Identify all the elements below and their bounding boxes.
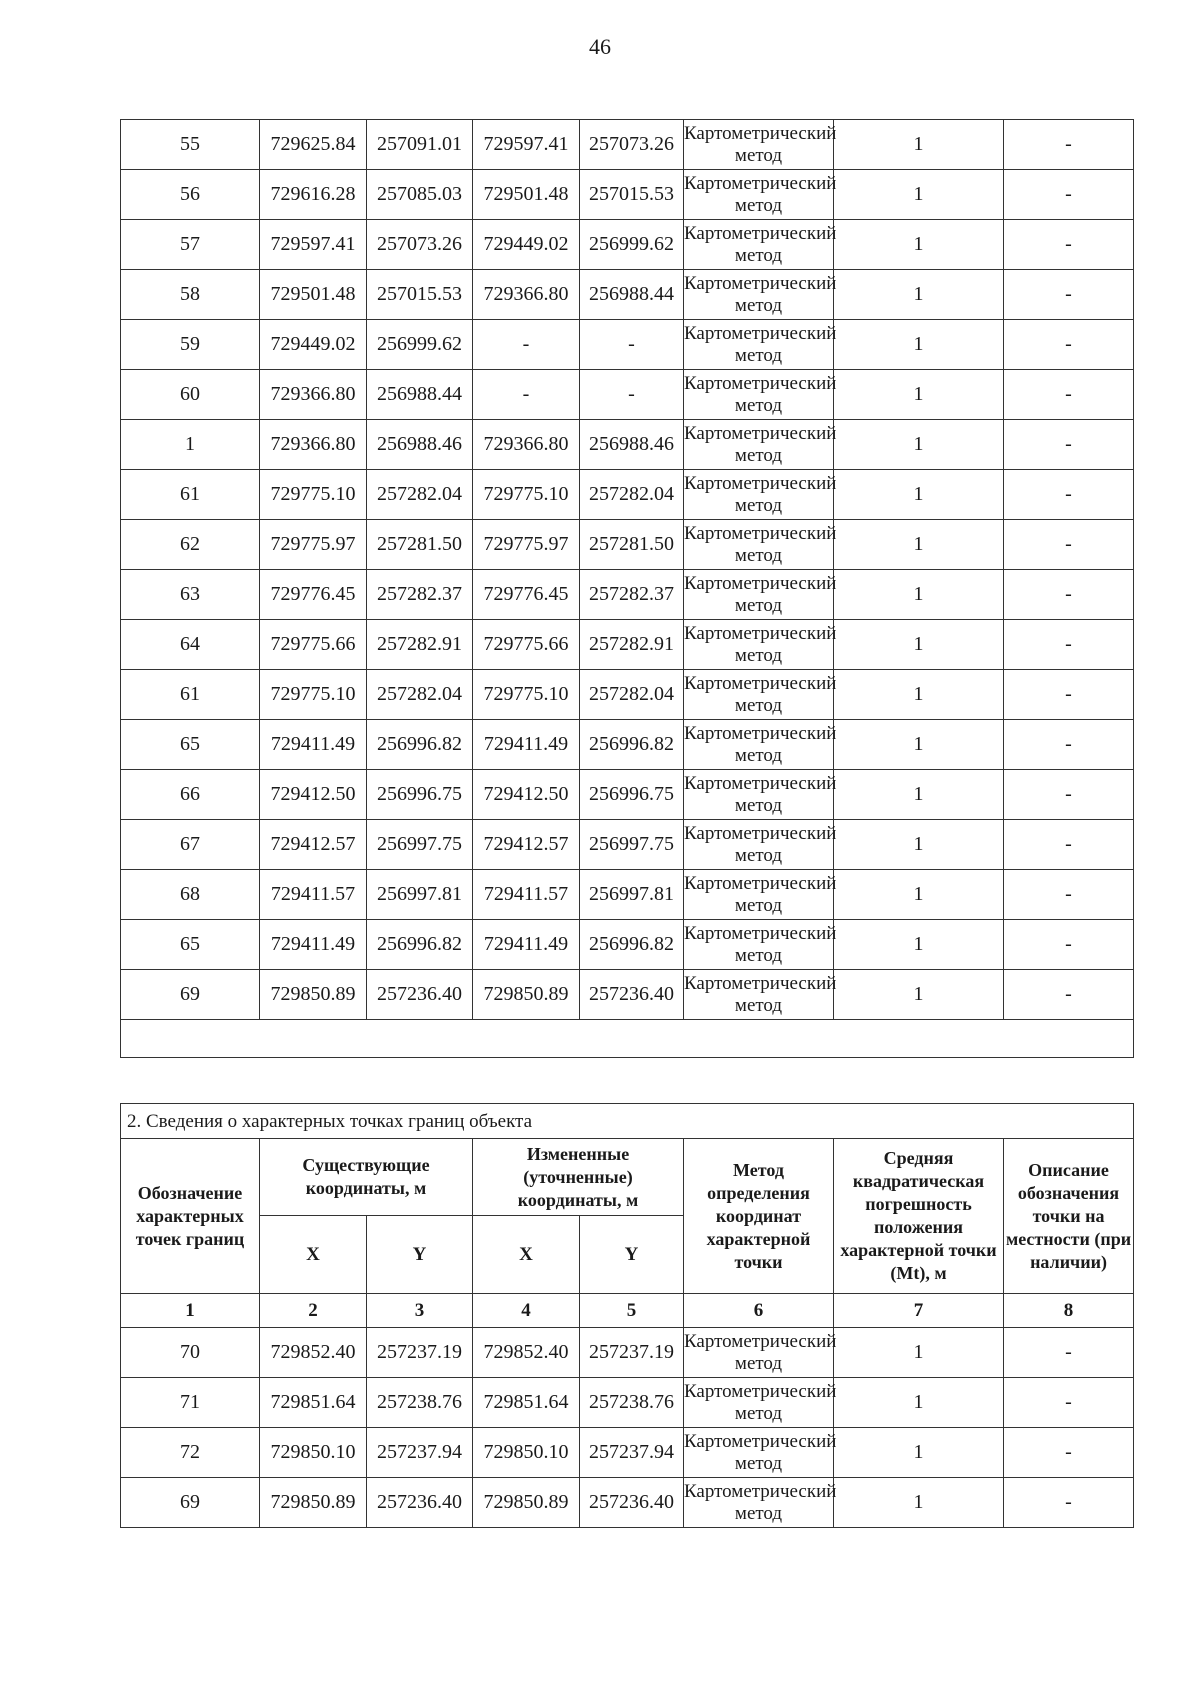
- cell-description: -: [1004, 370, 1134, 420]
- cell-description: -: [1004, 920, 1134, 970]
- cell-changed-y: 256997.81: [580, 870, 684, 920]
- cell-changed-x: 729850.10: [473, 1428, 580, 1478]
- cell-existing-x: 729597.41: [260, 220, 367, 270]
- cell-description: -: [1004, 770, 1134, 820]
- cell-description: -: [1004, 120, 1134, 170]
- cell-changed-y: 256999.62: [580, 220, 684, 270]
- cell-changed-x: 729597.41: [473, 120, 580, 170]
- cell-point-number: 56: [121, 170, 260, 220]
- table-row: [121, 570, 1134, 620]
- cell-description: -: [1004, 1478, 1134, 1528]
- cell-method: Картометрический метод: [684, 1378, 834, 1428]
- cell-existing-x: 729412.50: [260, 770, 367, 820]
- cell-method: Картометрический метод: [684, 470, 834, 520]
- cell-point-number: 65: [121, 720, 260, 770]
- cell-changed-y: 257015.53: [580, 170, 684, 220]
- cell-changed-x: 729449.02: [473, 220, 580, 270]
- cell-method: Картометрический метод: [684, 120, 834, 170]
- cell-description: -: [1004, 620, 1134, 670]
- cell-existing-x: 729851.64: [260, 1378, 367, 1428]
- cell-existing-x: 729411.57: [260, 870, 367, 920]
- page-number: 46: [589, 34, 611, 59]
- cell-point-number: 69: [121, 970, 260, 1020]
- header-changed-x: X: [473, 1216, 580, 1294]
- cell-changed-x: 729412.57: [473, 820, 580, 870]
- cell-mean-error: 1: [834, 920, 1004, 970]
- cell-changed-x: 729366.80: [473, 270, 580, 320]
- cell-changed-x: 729366.80: [473, 420, 580, 470]
- cell-existing-x: 729412.57: [260, 820, 367, 870]
- cell-existing-y: 257237.94: [367, 1428, 473, 1478]
- cell-method: Картометрический метод: [684, 970, 834, 1020]
- cell-method: Картометрический метод: [684, 170, 834, 220]
- column-number: 7: [834, 1294, 1004, 1328]
- cell-point-number: 58: [121, 270, 260, 320]
- cell-description: -: [1004, 670, 1134, 720]
- cell-changed-x: 729775.10: [473, 670, 580, 720]
- cell-changed-y: 257282.37: [580, 570, 684, 620]
- table-row: [121, 420, 1134, 470]
- cell-changed-x: 729851.64: [473, 1378, 580, 1428]
- header-point-designation: Обозначение характерных точек границ: [121, 1139, 260, 1294]
- cell-existing-x: 729776.45: [260, 570, 367, 620]
- cell-mean-error: 1: [834, 620, 1004, 670]
- cell-changed-x: -: [473, 370, 580, 420]
- cell-description: -: [1004, 420, 1134, 470]
- column-number: 4: [473, 1294, 580, 1328]
- cell-point-number: 61: [121, 470, 260, 520]
- table-row: [121, 1378, 1134, 1428]
- table-row: [121, 970, 1134, 1020]
- column-number: 5: [580, 1294, 684, 1328]
- cell-existing-y: 257282.04: [367, 670, 473, 720]
- cell-method: Картометрический метод: [684, 1478, 834, 1528]
- cell-changed-x: 729411.57: [473, 870, 580, 920]
- cell-changed-x: 729850.89: [473, 1478, 580, 1528]
- cell-existing-x: 729366.80: [260, 370, 367, 420]
- cell-method: Картометрический метод: [684, 520, 834, 570]
- cell-mean-error: 1: [834, 270, 1004, 320]
- cell-point-number: 70: [121, 1328, 260, 1378]
- cell-mean-error: 1: [834, 470, 1004, 520]
- cell-existing-y: 257282.37: [367, 570, 473, 620]
- cell-description: -: [1004, 570, 1134, 620]
- cell-existing-y: 257236.40: [367, 1478, 473, 1528]
- cell-existing-x: 729850.10: [260, 1428, 367, 1478]
- cell-method: Картометрический метод: [684, 1328, 834, 1378]
- empty-row: [121, 1020, 1134, 1058]
- header-description: Описание обозначения точки на местности (при наличии): [1004, 1139, 1134, 1294]
- table-row: [121, 870, 1134, 920]
- cell-changed-y: 256996.82: [580, 720, 684, 770]
- cell-description: -: [1004, 270, 1134, 320]
- cell-existing-y: 257091.01: [367, 120, 473, 170]
- cell-mean-error: 1: [834, 1328, 1004, 1378]
- cell-changed-x: 729775.97: [473, 520, 580, 570]
- cell-existing-x: 729501.48: [260, 270, 367, 320]
- cell-description: -: [1004, 220, 1134, 270]
- cell-existing-x: 729366.80: [260, 420, 367, 470]
- table-row: [121, 220, 1134, 270]
- cell-existing-y: 257238.76: [367, 1378, 473, 1428]
- cell-point-number: 69: [121, 1478, 260, 1528]
- cell-method: Картометрический метод: [684, 370, 834, 420]
- cell-method: Картометрический метод: [684, 320, 834, 370]
- cell-existing-x: 729850.89: [260, 1478, 367, 1528]
- cell-changed-x: 729776.45: [473, 570, 580, 620]
- header-existing-coords: Существующие координаты, м: [260, 1139, 473, 1216]
- cell-existing-x: 729850.89: [260, 970, 367, 1020]
- table-row: [121, 520, 1134, 570]
- table-row: [121, 470, 1134, 520]
- table-row: [121, 1428, 1134, 1478]
- cell-existing-x: 729852.40: [260, 1328, 367, 1378]
- cell-method: Картометрический метод: [684, 920, 834, 970]
- cell-changed-x: 729775.10: [473, 470, 580, 520]
- cell-changed-y: 257237.19: [580, 1328, 684, 1378]
- cell-changed-x: 729412.50: [473, 770, 580, 820]
- cell-method: Картометрический метод: [684, 720, 834, 770]
- cell-changed-x: 729852.40: [473, 1328, 580, 1378]
- boundary-points-table: [120, 1103, 1134, 1528]
- cell-existing-y: 256997.81: [367, 870, 473, 920]
- cell-changed-y: 257073.26: [580, 120, 684, 170]
- cell-mean-error: 1: [834, 120, 1004, 170]
- cell-existing-y: 257237.19: [367, 1328, 473, 1378]
- cell-existing-y: 257015.53: [367, 270, 473, 320]
- cell-existing-x: 729775.97: [260, 520, 367, 570]
- cell-changed-y: -: [580, 320, 684, 370]
- cell-changed-y: 257282.04: [580, 670, 684, 720]
- column-number: 3: [367, 1294, 473, 1328]
- table-row: [121, 320, 1134, 370]
- table-row: [121, 670, 1134, 720]
- cell-description: -: [1004, 1328, 1134, 1378]
- table-row: [121, 370, 1134, 420]
- cell-mean-error: 1: [834, 1428, 1004, 1478]
- cell-description: -: [1004, 870, 1134, 920]
- cell-point-number: 61: [121, 670, 260, 720]
- cell-method: Картометрический метод: [684, 620, 834, 670]
- cell-changed-y: 257281.50: [580, 520, 684, 570]
- cell-existing-y: 257281.50: [367, 520, 473, 570]
- column-number: 2: [260, 1294, 367, 1328]
- cell-point-number: 57: [121, 220, 260, 270]
- table-row: [121, 170, 1134, 220]
- cell-point-number: 68: [121, 870, 260, 920]
- table-row: [121, 270, 1134, 320]
- cell-existing-x: 729616.28: [260, 170, 367, 220]
- cell-changed-x: 729411.49: [473, 920, 580, 970]
- cell-changed-y: 256988.46: [580, 420, 684, 470]
- column-number: 8: [1004, 1294, 1134, 1328]
- cell-changed-x: 729411.49: [473, 720, 580, 770]
- cell-existing-y: 256988.44: [367, 370, 473, 420]
- cell-changed-x: 729775.66: [473, 620, 580, 670]
- cell-mean-error: 1: [834, 870, 1004, 920]
- table-row: [121, 720, 1134, 770]
- cell-description: -: [1004, 1378, 1134, 1428]
- cell-changed-y: 256996.82: [580, 920, 684, 970]
- cell-point-number: 55: [121, 120, 260, 170]
- cell-changed-y: 257238.76: [580, 1378, 684, 1428]
- cell-method: Картометрический метод: [684, 270, 834, 320]
- cell-mean-error: 1: [834, 170, 1004, 220]
- cell-existing-x: 729449.02: [260, 320, 367, 370]
- cell-existing-y: 256996.75: [367, 770, 473, 820]
- cell-description: -: [1004, 970, 1134, 1020]
- cell-method: Картометрический метод: [684, 570, 834, 620]
- cell-point-number: 64: [121, 620, 260, 670]
- table-row: [121, 770, 1134, 820]
- cell-changed-y: 256996.75: [580, 770, 684, 820]
- cell-mean-error: 1: [834, 420, 1004, 470]
- cell-point-number: 59: [121, 320, 260, 370]
- cell-method: Картометрический метод: [684, 420, 834, 470]
- header-existing-y: Y: [367, 1216, 473, 1294]
- cell-changed-x: 729501.48: [473, 170, 580, 220]
- cell-changed-y: 257282.91: [580, 620, 684, 670]
- cell-existing-x: 729411.49: [260, 920, 367, 970]
- header-method: Метод определения координат характерной точки: [684, 1139, 834, 1294]
- coordinates-table-continued: [120, 119, 1134, 1058]
- cell-existing-x: 729411.49: [260, 720, 367, 770]
- header-changed-coords: Измененные (уточненные) координаты, м: [473, 1139, 684, 1216]
- cell-point-number: 71: [121, 1378, 260, 1428]
- cell-existing-x: 729775.10: [260, 470, 367, 520]
- cell-point-number: 60: [121, 370, 260, 420]
- cell-point-number: 63: [121, 570, 260, 620]
- empty-cell: [121, 1020, 1134, 1058]
- cell-existing-y: 257282.04: [367, 470, 473, 520]
- cell-changed-y: 257282.04: [580, 470, 684, 520]
- cell-mean-error: 1: [834, 970, 1004, 1020]
- cell-mean-error: 1: [834, 520, 1004, 570]
- cell-existing-y: 257282.91: [367, 620, 473, 670]
- table-row: [121, 620, 1134, 670]
- cell-method: Картометрический метод: [684, 770, 834, 820]
- cell-existing-y: 256988.46: [367, 420, 473, 470]
- table-row: [121, 820, 1134, 870]
- table-row: [121, 1328, 1134, 1378]
- cell-method: Картометрический метод: [684, 1428, 834, 1478]
- cell-changed-y: 257237.94: [580, 1428, 684, 1478]
- header-existing-x: X: [260, 1216, 367, 1294]
- cell-existing-y: 256996.82: [367, 720, 473, 770]
- cell-changed-y: 257236.40: [580, 1478, 684, 1528]
- cell-description: -: [1004, 820, 1134, 870]
- cell-changed-x: 729850.89: [473, 970, 580, 1020]
- header-mean-error: Средняя квадратическая погрешность положения характерной точки (Mt), м: [834, 1139, 1004, 1294]
- cell-mean-error: 1: [834, 720, 1004, 770]
- column-number: 6: [684, 1294, 834, 1328]
- section-title: 2. Сведения о характерных точках границ объекта: [121, 1104, 1134, 1139]
- cell-description: -: [1004, 320, 1134, 370]
- cell-mean-error: 1: [834, 820, 1004, 870]
- table-row: [121, 120, 1134, 170]
- cell-existing-x: 729775.66: [260, 620, 367, 670]
- cell-point-number: 66: [121, 770, 260, 820]
- cell-mean-error: 1: [834, 320, 1004, 370]
- cell-mean-error: 1: [834, 1378, 1004, 1428]
- cell-method: Картометрический метод: [684, 670, 834, 720]
- cell-method: Картометрический метод: [684, 820, 834, 870]
- cell-existing-y: 256996.82: [367, 920, 473, 970]
- cell-existing-y: 257236.40: [367, 970, 473, 1020]
- cell-description: -: [1004, 520, 1134, 570]
- cell-changed-y: -: [580, 370, 684, 420]
- cell-point-number: 65: [121, 920, 260, 970]
- cell-description: -: [1004, 1428, 1134, 1478]
- cell-mean-error: 1: [834, 1478, 1004, 1528]
- cell-changed-y: 257236.40: [580, 970, 684, 1020]
- cell-changed-y: 256988.44: [580, 270, 684, 320]
- column-number: 1: [121, 1294, 260, 1328]
- cell-point-number: 62: [121, 520, 260, 570]
- cell-mean-error: 1: [834, 370, 1004, 420]
- cell-mean-error: 1: [834, 770, 1004, 820]
- cell-point-number: 67: [121, 820, 260, 870]
- cell-method: Картометрический метод: [684, 220, 834, 270]
- cell-existing-x: 729775.10: [260, 670, 367, 720]
- cell-mean-error: 1: [834, 220, 1004, 270]
- cell-point-number: 1: [121, 420, 260, 470]
- cell-existing-y: 257085.03: [367, 170, 473, 220]
- cell-changed-x: -: [473, 320, 580, 370]
- cell-mean-error: 1: [834, 570, 1004, 620]
- cell-description: -: [1004, 720, 1134, 770]
- cell-existing-y: 256997.75: [367, 820, 473, 870]
- cell-description: -: [1004, 470, 1134, 520]
- cell-point-number: 72: [121, 1428, 260, 1478]
- cell-changed-y: 256997.75: [580, 820, 684, 870]
- cell-mean-error: 1: [834, 670, 1004, 720]
- table-row: [121, 1478, 1134, 1528]
- cell-description: -: [1004, 170, 1134, 220]
- cell-existing-x: 729625.84: [260, 120, 367, 170]
- cell-method: Картометрический метод: [684, 870, 834, 920]
- cell-existing-y: 256999.62: [367, 320, 473, 370]
- table-row: [121, 920, 1134, 970]
- cell-existing-y: 257073.26: [367, 220, 473, 270]
- header-changed-y: Y: [580, 1216, 684, 1294]
